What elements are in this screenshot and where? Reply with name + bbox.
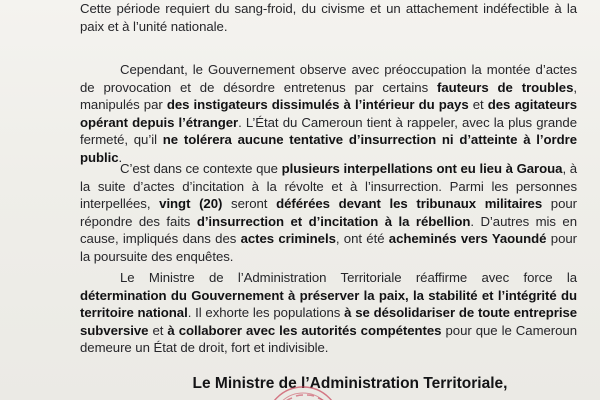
bold-phrase: actes criminels	[240, 231, 336, 246]
text-run: . L’État du Cameroun tient à rappeler, avec la plus grande fermeté, qu’il	[80, 114, 577, 147]
bold-phrase: d’insurrection et d’incitation à la rébellion	[196, 213, 471, 229]
signature-title: Le Ministre de l’Administration Territoriale,	[192, 375, 508, 392]
text-run: , ont été	[335, 231, 389, 246]
bold-phrase: vingt (20)	[159, 196, 223, 211]
text-run: pour répondre des faits	[80, 196, 578, 229]
text-run: pour la poursuite des enquêtes.	[80, 231, 577, 264]
bold-phrase: déférées devant les tribunaux militaires	[276, 196, 543, 211]
bold-phrase: ne tolérera aucune tentative d’insurrection ni d’atteinte à l’ordre public	[80, 132, 577, 165]
text-run: . Il exhorte les populations	[187, 305, 345, 320]
text-run: , à la suite d’actes d’incitation à la révolte et à l’insurrection. Parmi les personnes interpellées,	[80, 161, 578, 211]
bold-phrase: des instigateurs dissimulés à l’intérieur du pays	[166, 97, 469, 112]
bold-phrase: détermination du Gouvernement à préserver la paix, la stabilité et l’intégrité du territoire national	[80, 287, 577, 320]
bold-phrase: acheminés vers Yaoundé	[388, 231, 547, 246]
bold-phrase: plusieurs interpellations ont eu lieu à Garoua	[281, 161, 563, 176]
paragraph-intro: Cette période requiert du sang-froid, du civisme et un attachement indéfectible à la paix et à l’unité nationale.	[80, 1, 577, 34]
text-run: Le Ministre de l’Administration Territoriale réaffirme avec force la	[120, 270, 577, 285]
text-run: C’est dans ce contexte que	[120, 161, 282, 176]
text-run: . D’autres mis en cause, impliqués dans des	[80, 213, 577, 246]
text-run: .	[118, 149, 123, 165]
paragraph-government-concern	[80, 61, 577, 166]
bold-phrase: des agitateurs opérant depuis l’étranger	[80, 97, 577, 130]
paragraph-garoua-arrests	[80, 160, 577, 265]
text-run: pour que le Cameroun demeure un État de droit, fort et indivisible.	[80, 322, 577, 355]
bold-phrase: fauteurs de troubles	[437, 79, 574, 95]
text-run: , manipulés par	[80, 79, 577, 112]
text-run: Cependant, le Gouvernement observe avec préoccupation la montée d’actes de provocation et de désordre entretenus par certains	[80, 62, 577, 95]
text-run: et	[148, 322, 168, 338]
paragraph-minister-reaffirms	[80, 269, 577, 357]
bold-phrase: à collaborer avec les autorités compétentes	[167, 322, 442, 338]
text-run: seront	[222, 196, 277, 211]
bold-phrase: à se désolidariser de toute entreprise subversive	[80, 305, 578, 338]
text-run: et	[468, 97, 488, 112]
